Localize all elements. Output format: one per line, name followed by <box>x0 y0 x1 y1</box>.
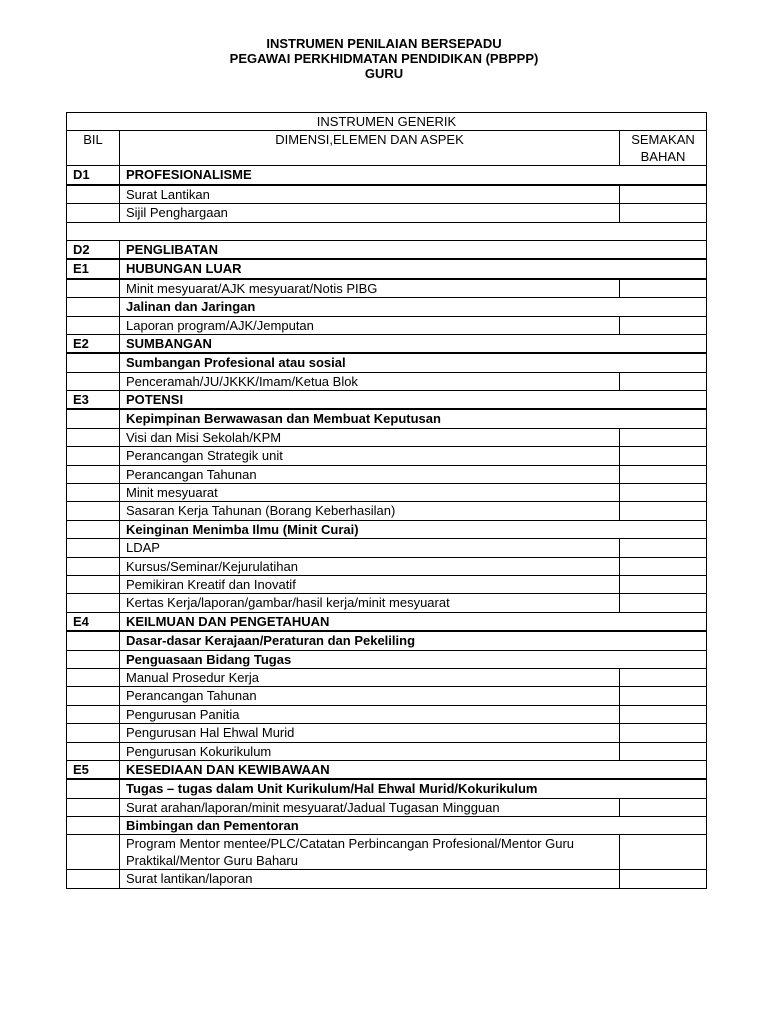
section-code: E2 <box>67 334 120 353</box>
item-row <box>67 724 707 742</box>
semakan-checkbox-cell[interactable] <box>620 687 707 705</box>
section-title: PENGLIBATAN <box>120 240 707 259</box>
bil-cell <box>67 539 120 557</box>
item-text: Visi dan Misi Sekolah/KPM <box>120 428 620 446</box>
bil-cell <box>67 204 120 222</box>
item-row <box>67 870 707 888</box>
section-row <box>67 612 707 631</box>
semakan-checkbox-cell[interactable] <box>620 447 707 465</box>
semakan-checkbox-cell[interactable] <box>620 372 707 390</box>
item-text: Perancangan Tahunan <box>120 687 620 705</box>
item-text: Manual Prosedur Kerja <box>120 668 620 686</box>
item-text: Perancangan Strategik unit <box>120 447 620 465</box>
semakan-checkbox-cell[interactable] <box>620 798 707 816</box>
section-title: KEILMUAN DAN PENGETAHUAN <box>120 612 707 631</box>
item-text: Pengurusan Hal Ehwal Murid <box>120 724 620 742</box>
item-text: Kursus/Seminar/Kejurulatihan <box>120 557 620 575</box>
bil-cell <box>67 484 120 502</box>
item-row <box>67 204 707 222</box>
bil-cell <box>67 798 120 816</box>
table-body <box>67 166 707 888</box>
bil-cell <box>67 279 120 298</box>
item-row <box>67 428 707 446</box>
bil-cell <box>67 650 120 668</box>
item-text: Surat Lantikan <box>120 185 620 204</box>
item-text: Surat arahan/laporan/minit mesyuarat/Jadual Tugasan Mingguan <box>120 798 620 816</box>
bil-cell <box>67 724 120 742</box>
section-row <box>67 391 707 410</box>
item-text: Pemikiran Kreatif dan Inovatif <box>120 575 620 593</box>
col-header-semakan: SEMAKAN BAHAN <box>620 131 707 166</box>
semakan-checkbox-cell[interactable] <box>620 484 707 502</box>
bil-cell <box>67 817 120 835</box>
item-text: Perancangan Tahunan <box>120 465 620 483</box>
item-row <box>67 484 707 502</box>
item-row <box>67 279 707 298</box>
bil-cell <box>67 409 120 428</box>
subsection-row <box>67 353 707 372</box>
subsection-row <box>67 409 707 428</box>
semakan-checkbox-cell[interactable] <box>620 668 707 686</box>
item-row <box>67 465 707 483</box>
semakan-checkbox-cell[interactable] <box>620 594 707 612</box>
semakan-checkbox-cell[interactable] <box>620 502 707 520</box>
bil-cell <box>67 870 120 888</box>
section-code: E5 <box>67 760 120 779</box>
item-text: Laporan program/AJK/Jemputan <box>120 316 620 334</box>
subsection-row <box>67 520 707 538</box>
semakan-checkbox-cell[interactable] <box>620 465 707 483</box>
item-text: Pengurusan Kokurikulum <box>120 742 620 760</box>
bil-cell <box>67 465 120 483</box>
subsection-row <box>67 631 707 650</box>
item-row <box>67 372 707 390</box>
bil-cell <box>67 594 120 612</box>
section-title: SUMBANGAN <box>120 334 707 353</box>
subsection-row <box>67 817 707 835</box>
section-row <box>67 240 707 259</box>
item-row <box>67 742 707 760</box>
subsection-title: Tugas – tugas dalam Unit Kurikulum/Hal Ehwal Murid/Kokurikulum <box>120 779 707 798</box>
bil-cell <box>67 575 120 593</box>
item-row <box>67 316 707 334</box>
bil-cell <box>67 742 120 760</box>
item-row <box>67 594 707 612</box>
section-code: E1 <box>67 259 120 278</box>
item-row <box>67 798 707 816</box>
item-text: Sasaran Kerja Tahunan (Borang Keberhasilan) <box>120 502 620 520</box>
item-text: Minit mesyuarat/AJK mesyuarat/Notis PIBG <box>120 279 620 298</box>
section-row <box>67 166 707 185</box>
subsection-title: Penguasaan Bidang Tugas <box>120 650 707 668</box>
col-header-bil: BIL <box>67 131 120 166</box>
bil-cell <box>67 520 120 538</box>
bil-cell <box>67 668 120 686</box>
subsection-row <box>67 779 707 798</box>
section-code: D1 <box>67 166 120 185</box>
item-text: Pengurusan Panitia <box>120 705 620 723</box>
subsection-title: Dasar-dasar Kerajaan/Peraturan dan Pekeliling <box>120 631 707 650</box>
semakan-checkbox-cell[interactable] <box>620 279 707 298</box>
bil-cell <box>67 705 120 723</box>
item-row <box>67 835 707 870</box>
item-row <box>67 447 707 465</box>
bil-cell <box>67 631 120 650</box>
table-title: INSTRUMEN GENERIK <box>67 113 707 131</box>
semakan-checkbox-cell[interactable] <box>620 724 707 742</box>
bil-cell <box>67 428 120 446</box>
item-row <box>67 705 707 723</box>
semakan-checkbox-cell[interactable] <box>620 870 707 888</box>
section-code: D2 <box>67 240 120 259</box>
semakan-checkbox-cell[interactable] <box>620 316 707 334</box>
bil-cell <box>67 557 120 575</box>
subsection-row <box>67 650 707 668</box>
instrument-table <box>66 112 707 889</box>
subsection-title: Bimbingan dan Pementoran <box>120 817 707 835</box>
bil-cell <box>67 447 120 465</box>
bil-cell <box>67 835 120 870</box>
section-title: PROFESIONALISME <box>120 166 707 185</box>
item-row <box>67 539 707 557</box>
item-text: Penceramah/JU/JKKK/Imam/Ketua Blok <box>120 372 620 390</box>
subsection-title: Sumbangan Profesional atau sosial <box>120 353 707 372</box>
semakan-checkbox-cell[interactable] <box>620 204 707 222</box>
item-row <box>67 557 707 575</box>
item-row <box>67 502 707 520</box>
item-row <box>67 575 707 593</box>
semakan-checkbox-cell[interactable] <box>620 705 707 723</box>
blank-row <box>67 222 707 240</box>
item-row <box>67 668 707 686</box>
bil-cell <box>67 298 120 316</box>
bil-cell <box>67 353 120 372</box>
item-row <box>67 185 707 204</box>
item-text: Sijil Penghargaan <box>120 204 620 222</box>
semakan-checkbox-cell[interactable] <box>620 835 707 870</box>
header-line-2: PEGAWAI PERKHIDMATAN PENDIDIKAN (PBPPP) <box>229 51 539 66</box>
item-text: Kertas Kerja/laporan/gambar/hasil kerja/minit mesyuarat <box>120 594 620 612</box>
semakan-checkbox-cell[interactable] <box>620 539 707 557</box>
header-line-3: GURU <box>364 66 404 81</box>
semakan-checkbox-cell[interactable] <box>620 428 707 446</box>
subsection-row <box>67 298 707 316</box>
bil-cell <box>67 372 120 390</box>
semakan-checkbox-cell[interactable] <box>620 185 707 204</box>
bil-cell <box>67 687 120 705</box>
section-row <box>67 334 707 353</box>
section-title: HUBUNGAN LUAR <box>120 259 707 278</box>
section-title: POTENSI <box>120 391 707 410</box>
bil-cell <box>67 316 120 334</box>
section-title: KESEDIAAN DAN KEWIBAWAAN <box>120 760 707 779</box>
header-line-1: INSTRUMEN PENILAIAN BERSEPADU <box>266 36 502 51</box>
subsection-title: Jalinan dan Jaringan <box>120 298 707 316</box>
item-text: LDAP <box>120 539 620 557</box>
section-row <box>67 259 707 278</box>
section-code: E3 <box>67 391 120 410</box>
bil-cell <box>67 502 120 520</box>
semakan-checkbox-cell[interactable] <box>620 557 707 575</box>
document-header <box>0 36 768 81</box>
section-row <box>67 760 707 779</box>
item-text: Minit mesyuarat <box>120 484 620 502</box>
subsection-title: Keinginan Menimba Ilmu (Minit Curai) <box>120 520 707 538</box>
semakan-checkbox-cell[interactable] <box>620 742 707 760</box>
col-header-dimensi: DIMENSI,ELEMEN DAN ASPEK <box>120 131 620 166</box>
item-row <box>67 687 707 705</box>
item-text: Program Mentor mentee/PLC/Catatan Perbincangan Profesional/Mentor Guru Praktikal/Mentor Guru Baharu <box>120 835 620 870</box>
bil-cell <box>67 185 120 204</box>
blank-cell <box>67 222 707 240</box>
item-text: Surat lantikan/laporan <box>120 870 620 888</box>
bil-cell <box>67 779 120 798</box>
semakan-checkbox-cell[interactable] <box>620 575 707 593</box>
subsection-title: Kepimpinan Berwawasan dan Membuat Keputusan <box>120 409 707 428</box>
section-code: E4 <box>67 612 120 631</box>
